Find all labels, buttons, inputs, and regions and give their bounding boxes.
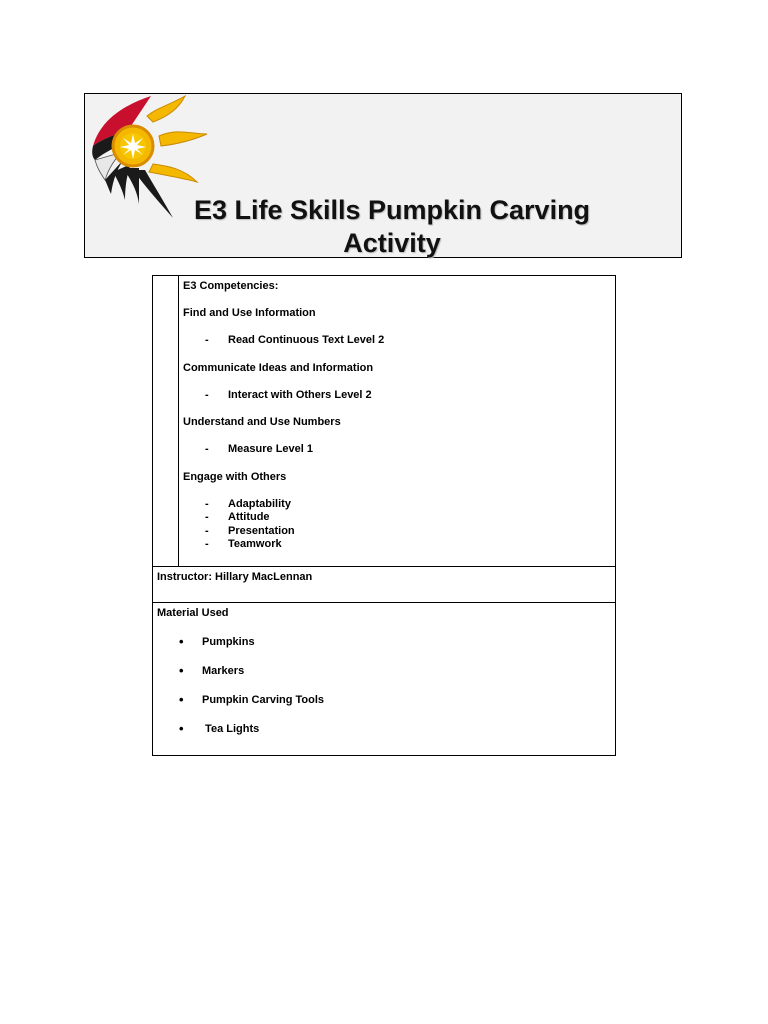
material-item — [157, 694, 611, 707]
dash-marker: - — [205, 511, 209, 523]
competencies-heading: E3 Competencies: — [183, 280, 279, 292]
competency-group-heading: Engage with Others — [183, 470, 287, 483]
competencies-cell — [183, 280, 611, 552]
competency-item-label: Read Continuous Text Level 2 — [228, 334, 385, 346]
dash-marker: - — [205, 388, 209, 401]
competency-group-heading: Communicate Ideas and Information — [183, 361, 374, 374]
competency-item — [183, 334, 611, 348]
competency-item — [183, 389, 611, 403]
bullet-marker: • — [179, 663, 184, 678]
dash-marker: - — [205, 443, 209, 455]
competency-item — [183, 511, 611, 525]
competency-group-heading: Find and Use Information — [183, 307, 316, 319]
dash-marker: - — [205, 497, 209, 510]
material-item-label: Markers — [202, 665, 245, 677]
competency-item-label: Attitude — [228, 511, 270, 523]
materials-heading: Material Used — [157, 607, 229, 619]
material-item — [157, 636, 611, 649]
dash-marker: - — [205, 524, 209, 537]
competency-item-label: Presentation — [228, 524, 295, 537]
dash-marker: - — [205, 538, 209, 550]
material-item-label: Pumpkins — [202, 636, 255, 648]
material-item-label: Pumpkin Carving Tools — [202, 694, 325, 706]
bullet-marker: • — [179, 692, 184, 707]
dash-marker: - — [205, 334, 209, 346]
bullet-marker: • — [179, 721, 184, 736]
instructor-text: Instructor: Hillary MacLennan — [157, 571, 313, 583]
materials-row — [153, 603, 615, 755]
competency-item — [183, 538, 611, 552]
competency-item — [183, 443, 611, 457]
competency-item-label: Measure Level 1 — [228, 443, 313, 455]
competency-item-label: Teamwork — [228, 538, 282, 550]
competencies-margin-cell — [153, 276, 179, 566]
activity-table — [152, 275, 616, 756]
competency-item-label: Interact with Others Level 2 — [228, 388, 372, 401]
material-item — [157, 665, 611, 678]
instructor-row — [153, 567, 615, 603]
bullet-marker: • — [179, 634, 184, 649]
competency-item-label: Adaptability — [228, 497, 291, 510]
page-title — [85, 194, 699, 260]
title-line-2: Activity — [343, 228, 441, 258]
material-item — [157, 723, 611, 736]
competency-group-heading: Understand and Use Numbers — [183, 416, 341, 428]
material-item-label: Tea Lights — [202, 723, 260, 735]
title-line-1: E3 Life Skills Pumpkin Carving — [193, 195, 591, 225]
header-box — [84, 93, 682, 258]
competency-item — [183, 525, 611, 539]
competencies-row — [153, 276, 615, 567]
competency-item — [183, 498, 611, 512]
